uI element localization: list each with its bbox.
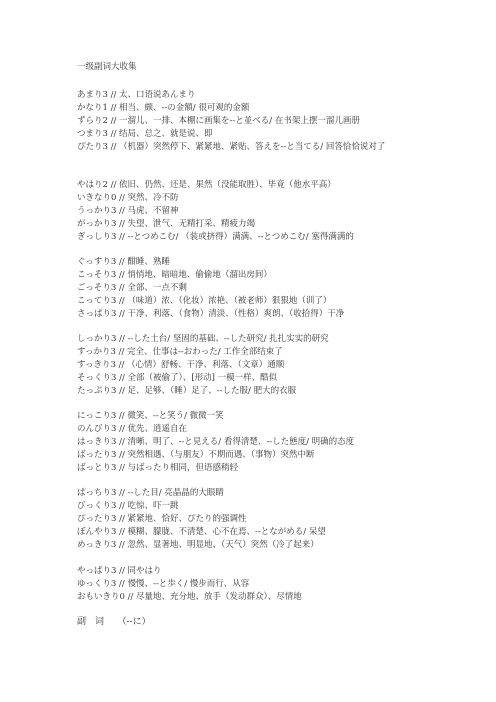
entry-ukkari: うっかり3 // 马虎、不留神 xyxy=(77,206,179,216)
entry-gossori: ごっそり3 // 全部、一点不剩 xyxy=(77,283,187,293)
entry-yappari: やっぱり3 // 同やはり xyxy=(77,566,162,576)
entry-yahari: やはり2 // 依旧、仍然、还是、果然（没能取胜）、毕竟（他水平高） xyxy=(77,180,336,190)
entry-sokkuri: そっくり3 // 全部（被偷了）、[形动] 一模一样、酷似 xyxy=(77,373,278,383)
entry-omoikiri: おもいきり0 // 尽量地、充分地、放手（发动群众）、尽情地 xyxy=(77,592,302,602)
entry-kotteri: こってり3 // （味道）浓、（化妆）浓艳、（被老师）狠狠地（训了） xyxy=(77,296,332,306)
entry-pittari: ぴったり3 // 紧紧地、恰好、ぴたり的强调性 xyxy=(77,514,247,524)
entry-gussuri: ぐっすり3 // 酣睡、熟睡 xyxy=(77,257,170,267)
entry-nikkori: にっこり3 // 微笑、--と笑う/ 微微一笑 xyxy=(77,411,224,421)
entry-kossori: こっそり3 // 悄悄地、暗暗地、偷偷地（溜出房间） xyxy=(77,270,272,280)
entry-yukkuri: ゆっくり3 // 慢慢、--と歩く/ 慢步而行、从容 xyxy=(77,579,250,589)
entry-bikkuri: びっくり3 // 吃惊、吓一跳 xyxy=(77,501,179,511)
entry-sukkiri: すっきり3 // （心情）舒畅、干净、利落、（文章）通顺 xyxy=(77,360,285,370)
entry-ikinari: いきなり0 // 突然、冷不防 xyxy=(77,193,179,203)
entry-battori: ばっとり3 // 与ばったり相同，但语感稍轻 xyxy=(77,463,239,473)
section-heading: 副 词 （--に） xyxy=(77,617,151,627)
entry-sappari: さっぱり3 // 干净、利落、（食物）清淡、（性格）爽朗、（收拾得）干净 xyxy=(77,309,345,319)
entry-pacchiri: ぱっちり3 // --した目/ 亮晶晶的大眼睛 xyxy=(77,488,224,498)
entry-mekkiri: めっきり3 // 忽然、显著地、明显地、（天气）突然（冷了起来） xyxy=(77,540,319,550)
entry-pitari: ぴたり3 // （机器）突然停下、紧紧地、紧贴、答えを--と当てる/ 回答恰恰说对了 xyxy=(77,142,386,152)
entry-bonyari: ぼんやり3 // 模糊、朦胧、不清楚、心不在焉、--とながめる/ 呆望 xyxy=(77,527,326,537)
entry-gisshiri: ぎっしり3 // --とつめこむ/ （装或挤得）满满、--とつめこむ/ 塞得满满的 xyxy=(77,232,354,242)
entry-kanari: かなり1 // 相当、颇、--の金額/ 很可观的金额 xyxy=(77,103,250,113)
entry-battari: ばったり3 // 突然相遇、（与朋友）不期而遇、（事物）突然中断 xyxy=(77,450,315,460)
entry-gakkari: がっかり3 // 失望、泄气、无精打采、精疲力竭 xyxy=(77,219,256,229)
entry-hakkiri: はっきり3 // 清晰、明了、--と見える/ 看得清楚、--した態度/ 明确的态度 xyxy=(77,437,355,447)
entry-zurari: ずらり2 // 一溜儿、一排、本棚に画集を--と並べる/ 在书架上摆一溜儿画册 xyxy=(77,116,360,126)
entry-tsumari: つまり3 // 结局、总之、就是说、即 xyxy=(77,129,213,139)
document-title: 一级副词大收集 xyxy=(77,62,137,72)
entry-sukkari: すっかり3 // 完全、仕事は--おわった/ 工作全部结束了 xyxy=(77,347,283,357)
entry-shikkari: しっかり3 // --した土台/ 坚固的基础、--した研究/ 扎扎实实的研究 xyxy=(77,334,329,344)
entry-tappuri: たっぷり3 // 足、足够、（睡）足了、--した服/ 肥大的衣服 xyxy=(77,386,297,396)
entry-amari: あまり3 // 太、口语说あんまり xyxy=(77,90,196,100)
entry-nonbiri: のんびり3 // 优先、逍遥自在 xyxy=(77,424,188,434)
